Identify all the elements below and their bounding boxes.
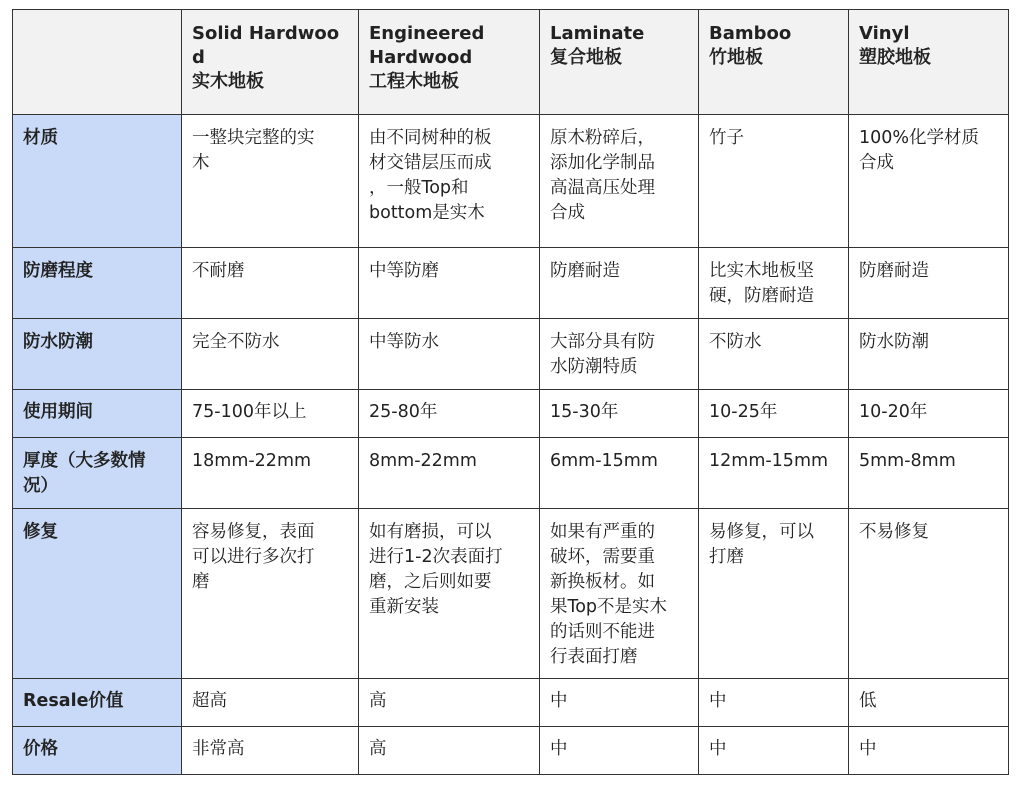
table-cell: 容易修复，表面 可以进行多次打 磨 (182, 509, 359, 679)
table-cell: 中 (540, 679, 699, 727)
table-row-repair (13, 509, 1009, 679)
table-row-lifespan (13, 390, 1009, 438)
table-cell: 8mm-22mm (359, 438, 540, 509)
header-engineered-hardwood: Engineered Hardwood 工程木地板 (359, 10, 540, 115)
table-cell: 超高 (182, 679, 359, 727)
row-label-lifespan: 使用期间 (13, 390, 182, 438)
table-cell: 中等防水 (359, 319, 540, 390)
flooring-comparison-table (12, 9, 1009, 775)
table-cell: 不易修复 (849, 509, 1009, 679)
table-cell: 不防水 (699, 319, 849, 390)
row-label-resale-value: Resale价值 (13, 679, 182, 727)
table-cell: 6mm-15mm (540, 438, 699, 509)
table-cell: 75-100年以上 (182, 390, 359, 438)
table-cell: 防磨耐造 (849, 248, 1009, 319)
table-cell: 防磨耐造 (540, 248, 699, 319)
table-cell: 大部分具有防 水防潮特质 (540, 319, 699, 390)
row-label-water-resistance: 防水防潮 (13, 319, 182, 390)
row-label-material: 材质 (13, 115, 182, 248)
table-cell: 18mm-22mm (182, 438, 359, 509)
table-cell: 如果有严重的 破坏，需要重 新换板材。如 果Top不是实木 的话则不能进 行表面打磨 (540, 509, 699, 679)
table-cell: 一整块完整的实 木 (182, 115, 359, 248)
row-label-wear-resistance: 防磨程度 (13, 248, 182, 319)
table-cell: 10-25年 (699, 390, 849, 438)
table-cell: 低 (849, 679, 1009, 727)
table-row-price (13, 727, 1009, 775)
table-cell: 中 (540, 727, 699, 775)
table-cell: 原木粉碎后， 添加化学制品 高温高压处理 合成 (540, 115, 699, 248)
table-cell: 中 (699, 679, 849, 727)
table-cell: 5mm-8mm (849, 438, 1009, 509)
table-cell: 易修复，可以 打磨 (699, 509, 849, 679)
table-cell: 不耐磨 (182, 248, 359, 319)
table-cell: 竹子 (699, 115, 849, 248)
table-cell: 完全不防水 (182, 319, 359, 390)
header-bamboo: Bamboo 竹地板 (699, 10, 849, 115)
table-cell: 如有磨损，可以 进行1-2次表面打 磨，之后则如要 重新安装 (359, 509, 540, 679)
table-row-wear-resistance (13, 248, 1009, 319)
table-cell: 高 (359, 727, 540, 775)
table-cell: 10-20年 (849, 390, 1009, 438)
row-label-thickness: 厚度（大多数情 况） (13, 438, 182, 509)
table-cell: 中 (699, 727, 849, 775)
table-cell: 高 (359, 679, 540, 727)
row-label-repair: 修复 (13, 509, 182, 679)
row-label-price: 价格 (13, 727, 182, 775)
table-cell: 15-30年 (540, 390, 699, 438)
table-cell: 中等防磨 (359, 248, 540, 319)
header-laminate: Laminate 复合地板 (540, 10, 699, 115)
table-row-material (13, 115, 1009, 248)
table-row-thickness (13, 438, 1009, 509)
table-row-water-resistance (13, 319, 1009, 390)
table-cell: 100%化学材质 合成 (849, 115, 1009, 248)
table-cell: 12mm-15mm (699, 438, 849, 509)
table-cell: 中 (849, 727, 1009, 775)
table-cell: 非常高 (182, 727, 359, 775)
header-vinyl: Vinyl 塑胶地板 (849, 10, 1009, 115)
header-solid-hardwood: Solid Hardwood 实木地板 (182, 10, 359, 115)
table-cell: 防水防潮 (849, 319, 1009, 390)
table-row-resale-value (13, 679, 1009, 727)
table-header-row (13, 10, 1009, 115)
table-cell: 由不同树种的板 材交错层压而成 ，一般Top和 bottom是实木 (359, 115, 540, 248)
header-corner-cell (13, 10, 182, 115)
table-cell: 比实木地板坚 硬，防磨耐造 (699, 248, 849, 319)
table-cell: 25-80年 (359, 390, 540, 438)
